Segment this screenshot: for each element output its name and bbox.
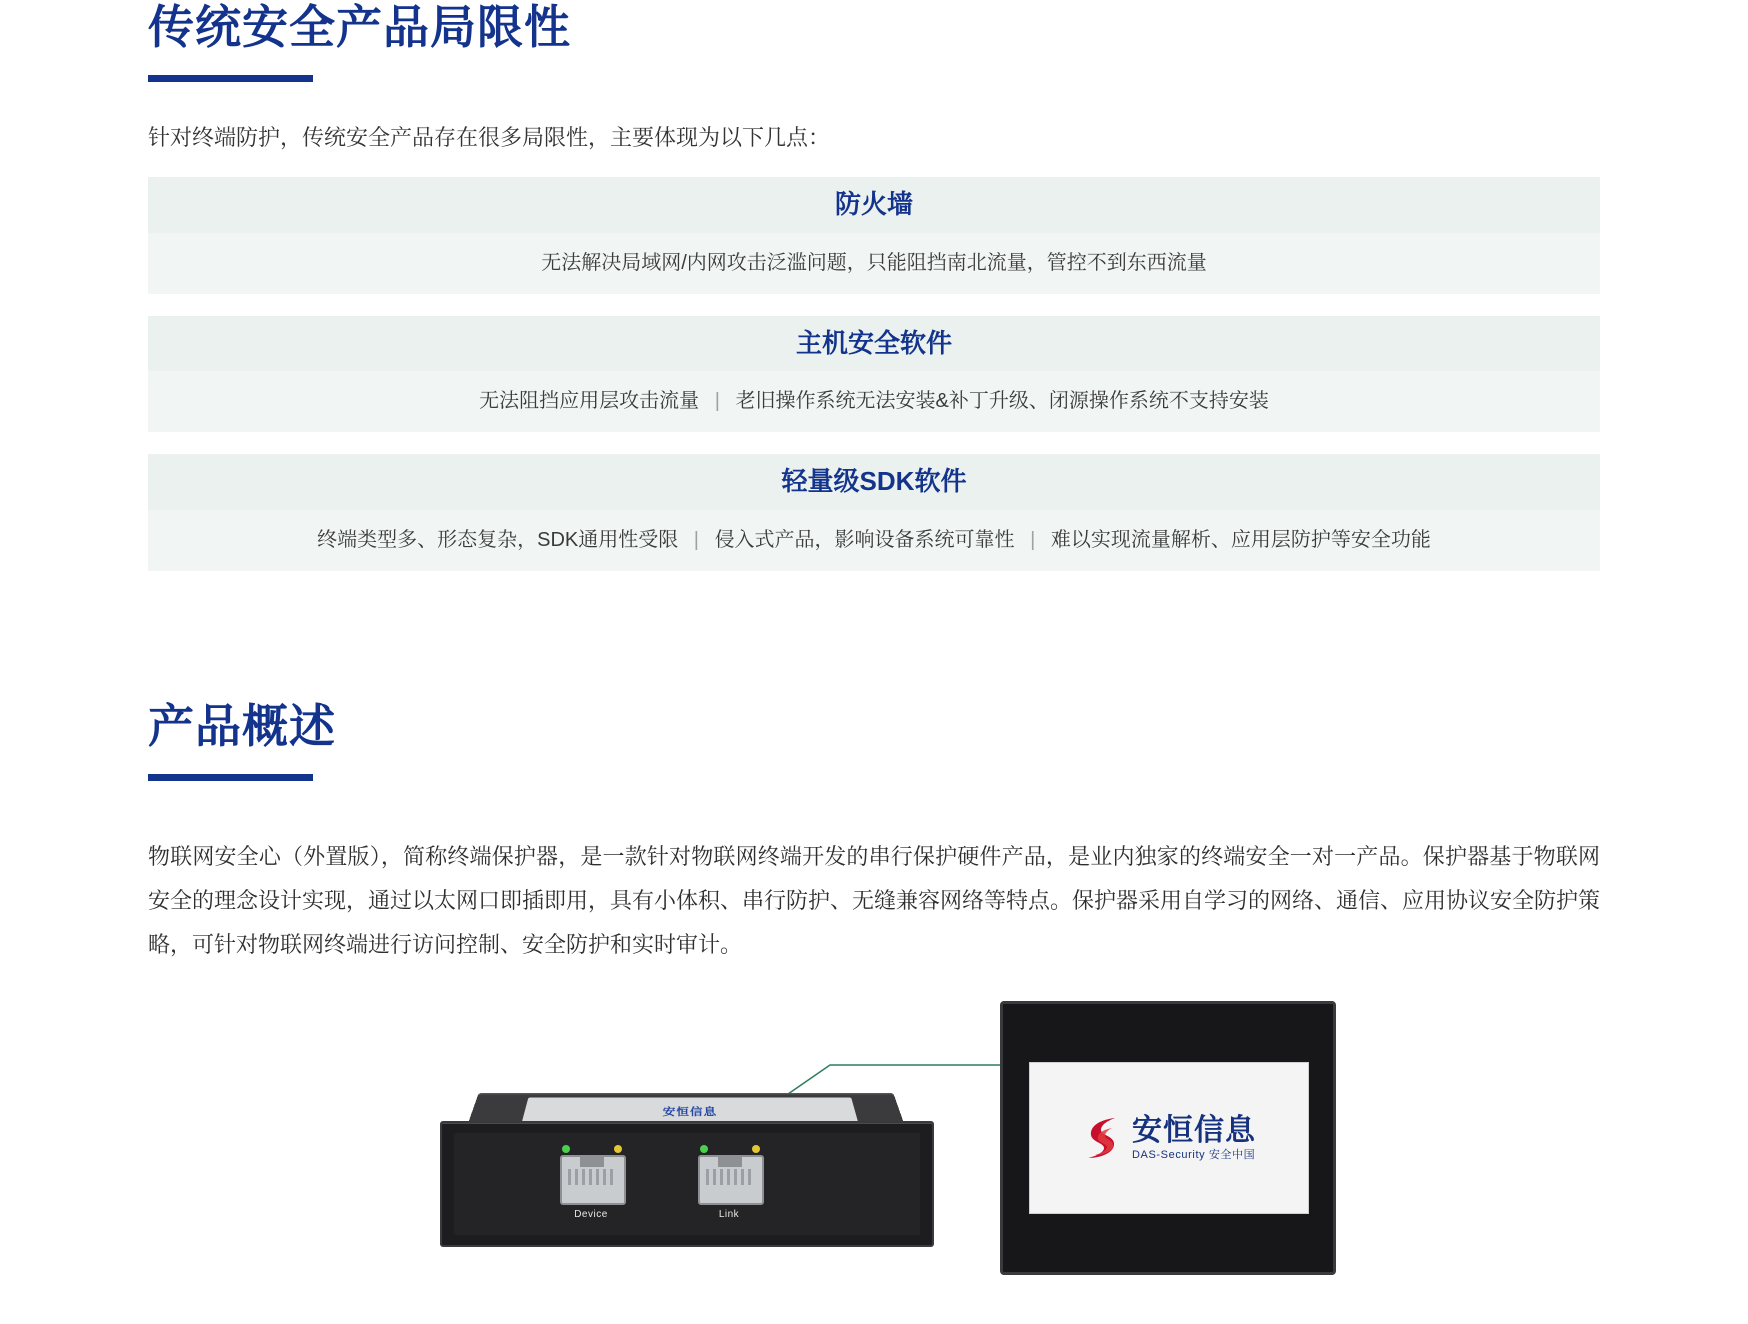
list-item bbox=[148, 177, 1600, 294]
das-security-logo-icon bbox=[1082, 1114, 1122, 1162]
overview-paragraph: 物联网安全心（外置版），简称终端保护器，是一款针对物联网终端开发的串行保护硬件产品，是业内独家的终端安全一对一产品。保护器基于物联网安全的理念设计实现，通过以太网口即插即用，具有小体积、串行防护、无缝兼容网络等特点。保护器采用自学习的网络、通信、应用协议安全防护策略，可针对物联网终端进行访问控制、安全防护和实时审计。 bbox=[148, 844, 1601, 958]
hardware-illustration bbox=[0, 993, 1748, 1273]
brand-name-en: DAS-Security 安全中国 bbox=[1132, 1148, 1256, 1161]
limitation-points bbox=[148, 510, 1600, 571]
list-item bbox=[148, 454, 1600, 571]
brand-lockup bbox=[1082, 1114, 1256, 1162]
led-indicator-icon bbox=[562, 1145, 570, 1153]
brand-text bbox=[1132, 1115, 1256, 1161]
point-separator: | bbox=[1030, 528, 1036, 551]
title-underline bbox=[148, 774, 313, 781]
section-limitations bbox=[0, 0, 1748, 571]
limitation-points bbox=[148, 233, 1600, 294]
list-item bbox=[148, 316, 1600, 433]
limitation-heading: 防火墙 bbox=[148, 177, 1600, 233]
led-indicator-icon bbox=[614, 1145, 622, 1153]
protector-device bbox=[440, 1083, 930, 1243]
ethernet-port-icon bbox=[560, 1155, 626, 1205]
page-title: 传统安全产品局限性 bbox=[148, 1, 571, 53]
device-logo: 安恒信息 bbox=[662, 1105, 718, 1118]
led-indicator-icon bbox=[700, 1145, 708, 1153]
point-separator: | bbox=[693, 528, 699, 551]
limitation-point: 无法阻挡应用层攻击流量 bbox=[479, 390, 700, 413]
device-display bbox=[1000, 1001, 1336, 1275]
port-label: Device bbox=[574, 1209, 608, 1221]
limitations-intro: 针对终端防护，传统安全产品存在很多局限性，主要体现为以下几点： bbox=[148, 125, 831, 151]
limitation-point: 无法解决局域网/内网攻击泛滥问题，只能阻挡南北流量，管控不到东西流量 bbox=[541, 251, 1207, 274]
limitation-points bbox=[148, 371, 1600, 432]
point-separator: | bbox=[714, 390, 720, 413]
led-indicator-icon bbox=[752, 1145, 760, 1153]
limitations-list bbox=[148, 177, 1600, 571]
limitation-point: 难以实现流量解析、应用层防护等安全功能 bbox=[1050, 528, 1431, 551]
overview-title: 产品概述 bbox=[148, 699, 336, 752]
limitation-point: 终端类型多、形态复杂，SDK通用性受限 bbox=[317, 528, 679, 551]
device-face bbox=[454, 1133, 920, 1235]
section-overview bbox=[0, 699, 1748, 967]
device-front-panel bbox=[440, 1121, 934, 1247]
limitation-point: 老旧操作系统无法安装&补丁升级、闭源操作系统不支持安装 bbox=[735, 390, 1269, 413]
display-content bbox=[1029, 1062, 1309, 1214]
limitation-heading: 主机安全软件 bbox=[148, 316, 1600, 372]
ethernet-port-icon bbox=[698, 1155, 764, 1205]
title-underline bbox=[148, 75, 313, 82]
port-label: Link bbox=[718, 1209, 740, 1221]
brand-name-cn: 安恒信息 bbox=[1132, 1114, 1256, 1148]
limitation-point: 侵入式产品，影响设备系统可靠性 bbox=[714, 528, 1015, 551]
limitation-heading: 轻量级SDK软件 bbox=[148, 454, 1600, 510]
